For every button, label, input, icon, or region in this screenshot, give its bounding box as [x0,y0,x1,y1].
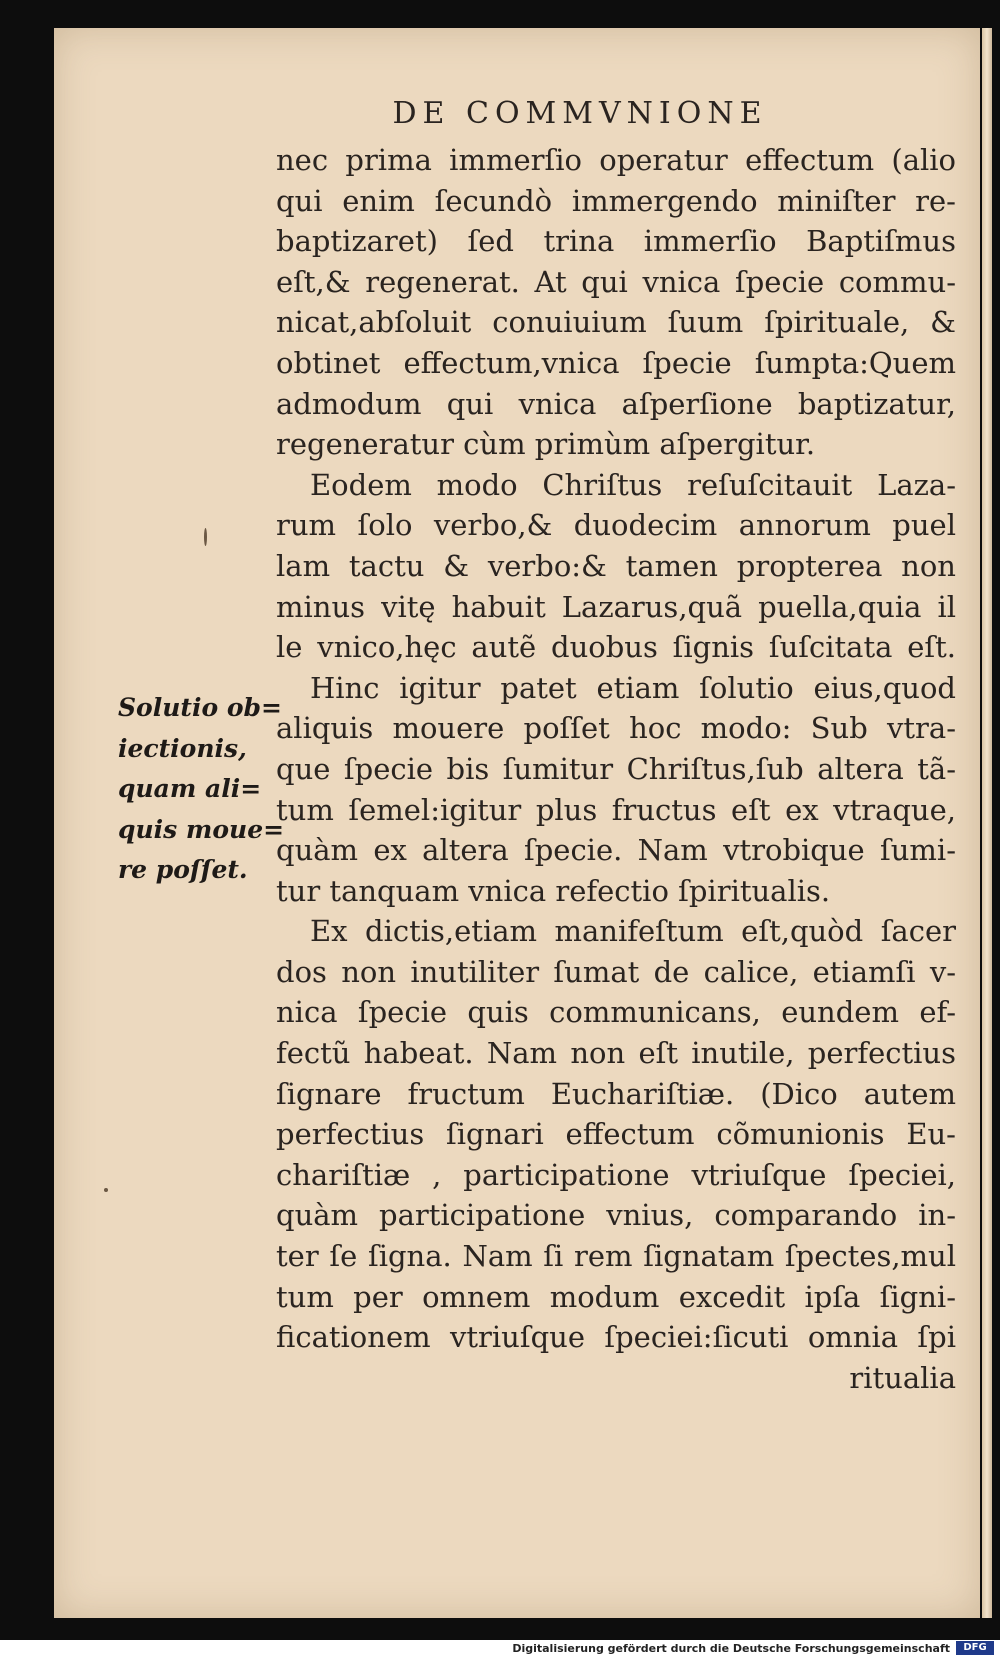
text-line: quàm ex altera ſpecie. Nam vtrobique ſumi- [276,833,956,868]
text-line: quàm participatione vnius, comparando in- [276,1198,956,1233]
text-line: baptizaret) ſed trina immerſio Baptiſmus [276,224,956,259]
text-line: lam tactu & verbo:& tamen propterea non [276,548,956,583]
footer-credit: Digitalisierung gefördert durch die Deutsche Forschungsgemeinschaft [512,1642,950,1655]
text-line: tur tanquam vnica refectio ſpiritualis. [276,873,831,908]
text-line: ficationem vtriuſque ſpeciei:ſicuti omnia ſpi [276,1320,956,1355]
page-edge [982,28,992,1618]
text-line: Ex dictis,etiam manifeſtum eſt,quòd ſacer [310,914,956,949]
text-line: minus vitę habuit Lazarus,quã puella,quia il [276,589,956,624]
marginal-note [118,688,285,891]
page-stain [204,528,207,546]
marginal-note-line: quis moue= [118,814,285,844]
dfg-logo: DFG [956,1641,994,1655]
text-line: perfectius ſignari effectum cõmunionis Eu- [276,1117,956,1152]
text-line: ter ſe ſigna. Nam ſi rem ſignatam ſpectes,mul [276,1239,956,1274]
text-line: que ſpecie bis ſumitur Chriſtus,ſub altera tã- [276,751,956,786]
text-line: nec prima immerſio operatur effectum (alio [276,143,956,177]
text-line: ritualia [849,1360,956,1395]
text-line: aliquis mouere poſſet hoc modo: Sub vtra- [276,711,956,746]
text-line: le vnico,hęc autẽ duobus ſignis ſuſcitata eſt. [276,630,956,665]
text-line: tum per omnem modum excedit ipſa ſigni- [276,1279,956,1314]
text-line: chariſtiæ , participatione vtriuſque ſpeciei, [276,1157,956,1192]
text-line: rum ſolo verbo,& duodecim annorum puel [276,508,956,543]
marginal-note-line: quam ali= [118,774,262,804]
text-line: tum ſemel:igitur plus fructus eſt ex vtraque, [276,792,956,827]
text-line: fectũ habeat. Nam non eſt inutile, perfectius [276,1036,956,1071]
text-line: nicat,abſoluit conuiuium ſuum ſpirituale, & [276,305,956,340]
marginal-note-line: re poſſet. [118,855,248,885]
text-line: nica ſpecie quis communicans, eundem ef- [276,995,956,1030]
text-line: qui enim ſecundò immergendo miniſter re- [276,183,956,218]
marginal-note-line: Solutio ob= [118,693,282,722]
page-stain [104,1188,108,1192]
text-line: ſignare fructum Euchariſtiæ. (Dico autem [276,1076,956,1111]
text-line: admodum qui vnica aſperſione baptizatur, [276,386,956,421]
text-line: eſt,& regenerat. At qui vnica ſpecie commu- [276,264,956,299]
text-line: regeneratur cùm primùm aſpergitur. [276,427,816,462]
running-head: DE COMMVNIONE [392,96,768,131]
text-line: Eodem modo Chriſtus reſuſcitauit Laza- [310,467,956,502]
marginal-note-line: iectionis, [118,733,247,763]
text-line: obtinet effectum,vnica ſpecie ſumpta:Quem [276,345,956,380]
text-line: Hinc igitur patet etiam ſolutio eius,quod [310,670,956,705]
body-text [276,140,956,1398]
text-line: dos non inutiliter ſumat de calice, etiamſi v- [276,954,956,989]
